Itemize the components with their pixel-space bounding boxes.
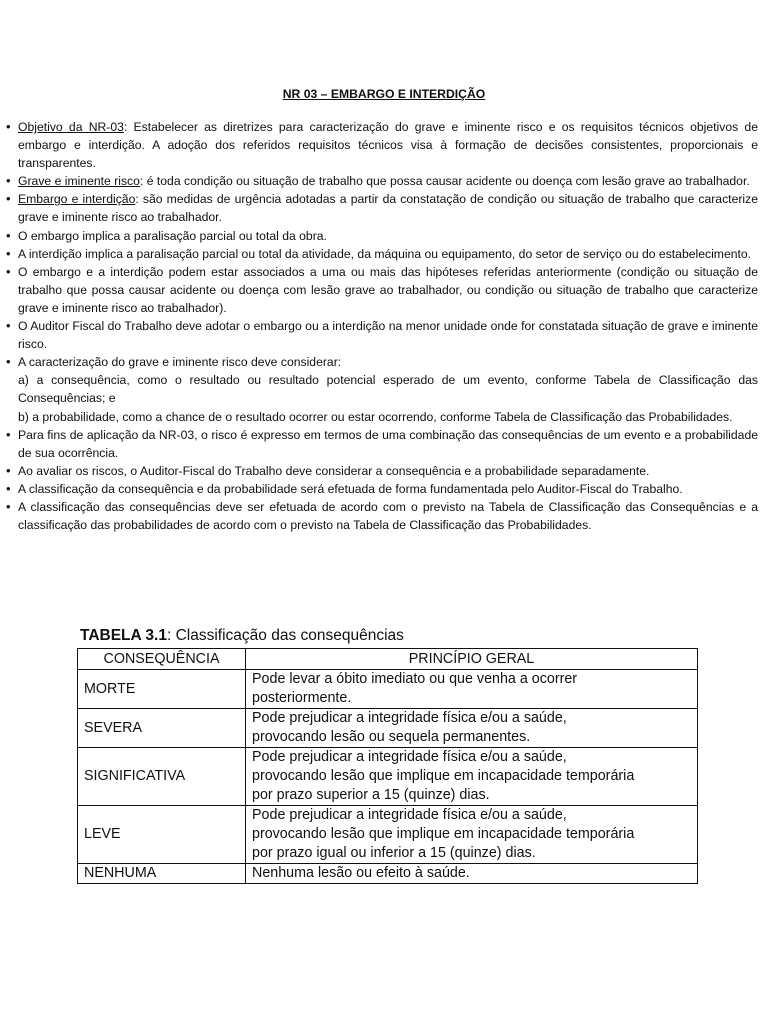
principle-cell <box>246 806 698 864</box>
bullet-icon: • <box>6 191 11 207</box>
bullet-icon: • <box>6 173 11 189</box>
bullet-icon: • <box>6 318 11 334</box>
list-item <box>6 118 758 172</box>
bullet-icon: • <box>6 462 11 478</box>
list-item <box>6 480 758 498</box>
bullet-icon: • <box>6 480 11 496</box>
table-row <box>78 806 698 864</box>
item-text: A caracterização do grave e iminente risco deve considerar: <box>18 355 342 370</box>
bullet-icon: • <box>6 426 11 442</box>
principle-line: posteriormente. <box>252 690 352 706</box>
item-text: Ao avaliar os riscos, o Auditor-Fiscal do Trabalho deve considerar a consequência e a probabilidade separadamente. <box>18 463 650 478</box>
item-text: O embargo e a interdição podem estar associados a uma ou mais das hipóteses referidas anteriormente (condição ou situação de trabalho que possa causar acidente ou doença com lesão grave ao trabalhador, ou condição ou situação de trabalho que caracterize grave e iminente risco ao trabalhador). <box>18 264 758 315</box>
table-row <box>78 670 698 709</box>
table-row <box>78 748 698 806</box>
table-caption <box>80 627 404 645</box>
bullet-icon: • <box>6 227 11 243</box>
item-text: A classificação das consequências deve ser efetuada de acordo com o previsto na Tabela de Classificação das Consequências e a classificação das probabilidades de acordo com o previsto na Tabela de Classificação das Probabilidades. <box>18 499 758 533</box>
item-text: : são medidas de urgência adotadas a partir da constatação de condição ou situação de trabalho que caracterize grave e iminente risco ao trabalhador. <box>18 192 758 225</box>
principle-cell <box>246 864 698 884</box>
bullet-list <box>6 118 758 534</box>
table-caption-number: TABELA 3.1 <box>80 627 167 644</box>
item-text: A classificação da consequência e da probabilidade será efetuada de forma fundamentada pelo Auditor-Fiscal do Trabalho. <box>18 481 683 496</box>
item-text: : é toda condição ou situação de trabalho que possa causar acidente ou doença com lesão grave ao trabalhador. <box>139 174 750 189</box>
principle-line: por prazo superior a 15 (quinze) dias. <box>252 787 490 803</box>
sub-item-a: a) a consequência, como o resultado ou resultado potencial esperado de um evento, conforme Tabela de Classificação das Consequências; e <box>18 373 758 406</box>
list-item <box>6 317 758 353</box>
item-label: Objetivo da NR-03 <box>18 120 124 134</box>
principle-cell <box>246 709 698 748</box>
table-caption-text: : Classificação das consequências <box>166 627 404 644</box>
bullet-icon: • <box>6 119 11 134</box>
item-text: : Estabelecer as diretrizes para caracterização do grave e iminente risco e os requisitos técnicos objetivos de embargo e interdição. A adoção dos referidos requisitos técnicos visa à formação de decisões consistentes, proporcionais e transparentes. <box>18 120 758 171</box>
principle-line: Pode prejudicar a integridade física e/ou a saúde, <box>252 749 567 765</box>
item-label: Grave e iminente risco <box>18 174 140 189</box>
principle-line: Pode prejudicar a integridade física e/ou a saúde, <box>252 710 567 726</box>
page-title: NR 03 – EMBARGO E INTERDIÇÃO <box>282 87 486 101</box>
item-text: Para fins de aplicação da NR-03, o risco é expresso em termos de uma combinação das consequências de um evento e a probabilidade de sua ocorrência. <box>18 427 758 460</box>
list-item <box>6 426 758 462</box>
bullet-icon: • <box>6 498 11 514</box>
principle-line: provocando lesão que implique em incapacidade temporária <box>252 826 635 842</box>
list-item <box>6 353 758 371</box>
list-item <box>6 462 758 480</box>
bullet-icon: • <box>6 354 11 370</box>
bullet-icon: • <box>6 263 11 279</box>
list-item <box>6 190 758 226</box>
principle-line: por prazo igual ou inferior a 15 (quinze) dias. <box>252 845 536 861</box>
list-item <box>6 263 758 317</box>
table-row <box>78 864 698 884</box>
list-item <box>6 227 758 245</box>
consequence-cell: NENHUMA <box>78 864 246 884</box>
principle-line: provocando lesão ou sequela permanentes. <box>252 729 531 745</box>
principle-line: provocando lesão que implique em incapacidade temporária <box>252 768 635 784</box>
principle-line: Nenhuma lesão ou efeito à saúde. <box>252 865 470 881</box>
sub-item-b: b) a probabilidade, como a chance de o resultado ocorrer ou estar ocorrendo, conforme Tabela de Classificação das Probabilidades. <box>18 409 733 424</box>
consequence-cell: SIGNIFICATIVA <box>78 748 246 806</box>
principle-cell <box>246 748 698 806</box>
principle-line: Pode levar a óbito imediato ou que venha a ocorrer <box>252 671 578 687</box>
item-text: O Auditor Fiscal do Trabalho deve adotar o embargo ou a interdição na menor unidade onde for constatada situação de grave e iminente risco. <box>18 319 758 352</box>
header-principle: PRINCÍPIO GERAL <box>246 649 698 670</box>
consequence-table <box>77 648 698 884</box>
item-label: Embargo e interdição <box>18 192 136 207</box>
list-item <box>6 245 758 263</box>
consequence-cell: SEVERA <box>78 709 246 748</box>
item-text: O embargo implica a paralisação parcial ou total da obra. <box>18 228 327 243</box>
item-text: A interdição implica a paralisação parcial ou total da atividade, da máquina ou equipamento, do setor de serviço ou do estabelecimento. <box>18 246 752 261</box>
principle-cell <box>246 670 698 709</box>
list-item <box>6 498 758 534</box>
table-row <box>78 709 698 748</box>
bullet-icon: • <box>6 245 11 261</box>
header-consequence: CONSEQUÊNCIA <box>78 649 246 670</box>
list-item <box>6 172 758 190</box>
principle-line: Pode prejudicar a integridade física e/ou a saúde, <box>252 807 567 823</box>
table-header-row <box>78 649 698 670</box>
consequence-cell: MORTE <box>78 670 246 709</box>
consequence-cell: LEVE <box>78 806 246 864</box>
